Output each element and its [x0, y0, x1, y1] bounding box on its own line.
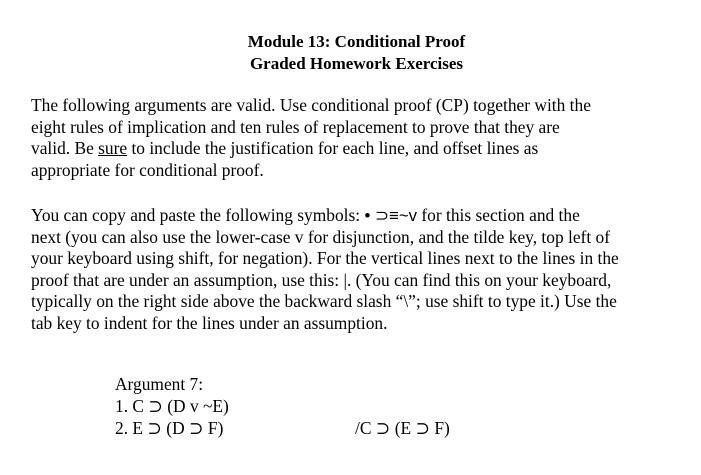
premise-2: 2. E ⊃ (D ⊃ F) [115, 418, 224, 438]
symbols-line-5: typically on the right side above the backward slash “\”; use shift to type it.) Use the [31, 291, 617, 311]
symbols-line-3: your keyboard using shift, for negation). For the vertical lines next to the lines in the [31, 248, 619, 268]
instructions-line-1: The following arguments are valid. Use conditional proof (CP) together with the [31, 95, 591, 115]
symbols-line-4: proof that are under an assumption, use this: |. (You can find this on your keyboard, [31, 269, 612, 290]
symbols-line-1-start: You can copy and paste the following symbols: [31, 205, 365, 225]
instructions-line-2: eight rules of implication and ten rules of replacement to prove that they are [31, 116, 560, 137]
symbol-list: • ⊃≡~v [364, 206, 418, 225]
instructions-line-3 [31, 138, 691, 160]
instructions-line-3-start: valid. Be [31, 138, 99, 158]
symbols-line-2: next (you can also use the lower-case v for disjunction, and the tilde key, top left of [31, 226, 611, 247]
symbols-line-1-end: for this section and the [417, 205, 580, 225]
emphasis-sure: sure [98, 138, 128, 158]
argument-conclusion: /C ⊃ (E ⊃ F) [355, 418, 450, 438]
symbols-line-6: tab key to indent for the lines under an assumption. [31, 312, 388, 333]
premise-1: 1. C ⊃ (D v ~E) [115, 396, 229, 416]
instructions-line-4: appropriate for conditional proof. [31, 159, 264, 180]
instructions-paragraph [31, 95, 691, 181]
symbols-paragraph [31, 205, 691, 334]
page-title: Module 13: Conditional Proof [247, 32, 466, 51]
symbols-line-1 [31, 205, 691, 227]
page-subtitle: Graded Homework Exercises [249, 54, 464, 73]
argument-title: Argument 7: [115, 374, 204, 394]
instructions-line-3-end: to include the justification for each line, and offset lines as [127, 138, 539, 158]
